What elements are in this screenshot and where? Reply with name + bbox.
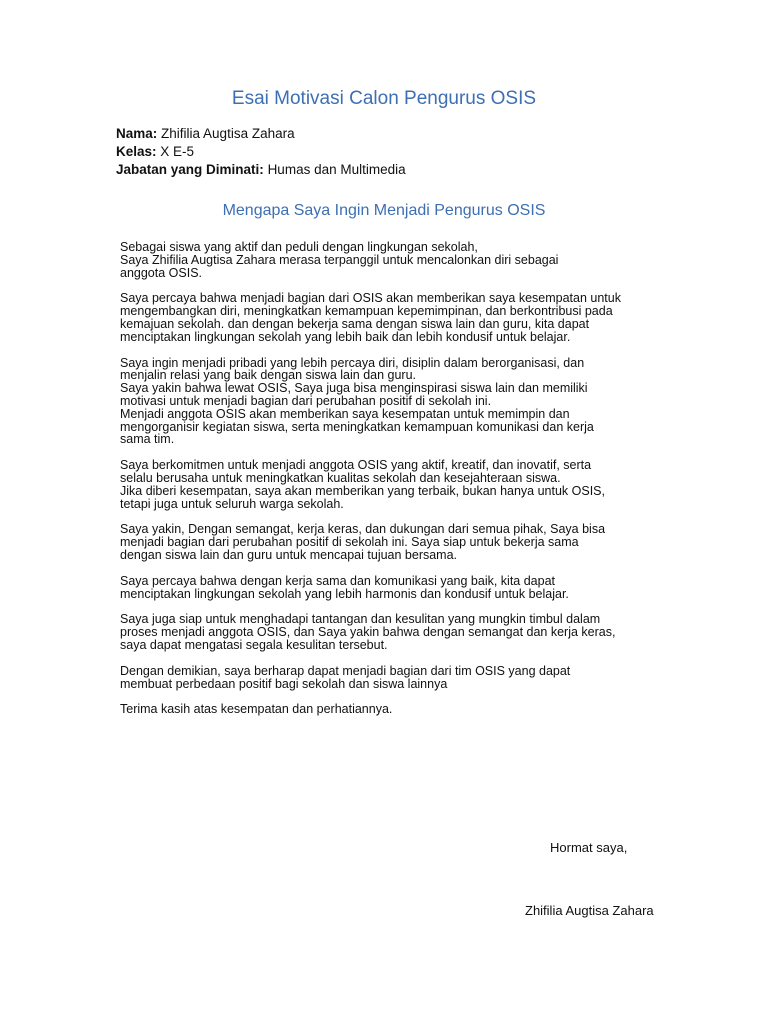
name-row	[116, 125, 406, 143]
page-title: Esai Motivasi Calon Pengurus OSIS	[231, 88, 537, 109]
paragraph-line: menciptakan lingkungan sekolah yang lebih harmonis dan kondusif untuk belajar.	[120, 586, 569, 601]
paragraph-line: saya dapat mengatasi segala kesulitan tersebut.	[120, 637, 388, 652]
paragraph-line: Saya percaya bahwa dengan kerja sama dan komunikasi yang baik, kita dapat	[120, 573, 555, 588]
paragraph-line: Terima kasih atas kesempatan dan perhatiannya.	[120, 702, 393, 717]
class-label: Kelas:	[116, 144, 157, 159]
class-value: X E-5	[160, 144, 195, 159]
paragraph-line: anggota OSIS.	[120, 265, 203, 280]
paragraph-line: Jika diberi kesempatan, saya akan memberikan yang terbaik, bukan hanya untuk OSIS,	[120, 483, 605, 498]
paragraph-line: Menjadi anggota OSIS akan memberikan saya kesempatan untuk memimpin dan	[120, 406, 570, 421]
paragraph-line: Sebagai siswa yang aktif dan peduli dengan lingkungan sekolah,	[120, 240, 478, 254]
paragraph-line: mengembangkan diri, meningkatkan kemampuan kepemimpinan, dan berkontribusi pada	[120, 304, 613, 319]
paragraph-line: tetapi juga untuk seluruh warga sekolah.	[120, 496, 344, 511]
essay-paragraph	[120, 703, 660, 716]
essay-body	[120, 241, 660, 729]
student-info	[116, 125, 406, 179]
paragraph-line: menjalin relasi yang baik dengan siswa lain dan guru.	[120, 368, 417, 383]
paragraph-line: membuat perbedaan positif bagi sekolah dan siswa lainnya	[120, 676, 448, 691]
paragraph-line: Saya yakin, Dengan semangat, kerja keras, dan dukungan dari semua pihak, Saya bisa	[120, 522, 606, 537]
paragraph-line: Saya Zhifilia Augtisa Zahara merasa terpanggil untuk mencalonkan diri sebagai	[120, 252, 559, 267]
name-label: Nama:	[116, 126, 158, 141]
paragraph-line: mengorganisir kegiatan siswa, serta meningkatkan kemampuan komunikasi dan kerja	[120, 419, 594, 434]
essay-paragraph	[120, 665, 660, 691]
paragraph-line: kemajuan sekolah. dan dengan bekerja sama dengan siswa lain dan guru, kita dapat	[120, 316, 590, 331]
position-row	[116, 161, 406, 179]
essay-paragraph	[120, 613, 660, 651]
paragraph-line: menciptakan lingkungan sekolah yang lebih baik dan lebih kondusif untuk belajar.	[120, 329, 571, 344]
paragraph-line: menjadi bagian dari perubahan positif di sekolah ini. Saya siap untuk bekerja sama	[120, 535, 579, 550]
paragraph-line: Saya yakin bahwa lewat OSIS, Saya juga bisa menginspirasi siswa lain dan memiliki	[120, 381, 588, 396]
essay-paragraph	[120, 292, 660, 343]
essay-paragraph	[120, 357, 660, 447]
closing-salutation: Hormat saya,	[550, 840, 628, 855]
paragraph-line: Saya juga siap untuk menghadapi tantangan dan kesulitan yang mungkin timbul dalam	[120, 612, 601, 627]
paragraph-line: motivasi untuk menjadi bagian dari perubahan positif di sekolah ini.	[120, 393, 492, 408]
essay-paragraph	[120, 241, 660, 279]
class-row	[116, 143, 406, 161]
essay-paragraph	[120, 575, 660, 601]
paragraph-line: dengan siswa lain dan guru untuk mencapai tujuan bersama.	[120, 547, 458, 562]
position-label: Jabatan yang Diminati:	[116, 162, 264, 177]
paragraph-line: Dengan demikian, saya berharap dapat menjadi bagian dari tim OSIS yang dapat	[120, 663, 571, 678]
paragraph-line: proses menjadi anggota OSIS, dan Saya yakin bahwa dengan semangat dan kerja keras,	[120, 625, 616, 640]
paragraph-line: Saya percaya bahwa menjadi bagian dari OSIS akan memberikan saya kesempatan untuk	[120, 291, 621, 306]
paragraph-line: selalu berusaha untuk meningkatkan kualitas sekolah dan kesejahteraan siswa.	[120, 470, 561, 485]
position-value: Humas dan Multimedia	[267, 162, 406, 177]
section-heading: Mengapa Saya Ingin Menjadi Pengurus OSIS	[222, 202, 546, 219]
paragraph-line: sama tim.	[120, 432, 175, 447]
essay-paragraph	[120, 523, 660, 561]
paragraph-line: Saya berkomitmen untuk menjadi anggota OSIS yang aktif, kreatif, dan inovatif, serta	[120, 458, 592, 473]
signer-name: Zhifilia Augtisa Zahara	[525, 903, 654, 918]
essay-paragraph	[120, 459, 660, 510]
name-value: Zhifilia Augtisa Zahara	[161, 126, 295, 141]
paragraph-line: Saya ingin menjadi pribadi yang lebih percaya diri, disiplin dalam berorganisasi, dan	[120, 355, 585, 370]
